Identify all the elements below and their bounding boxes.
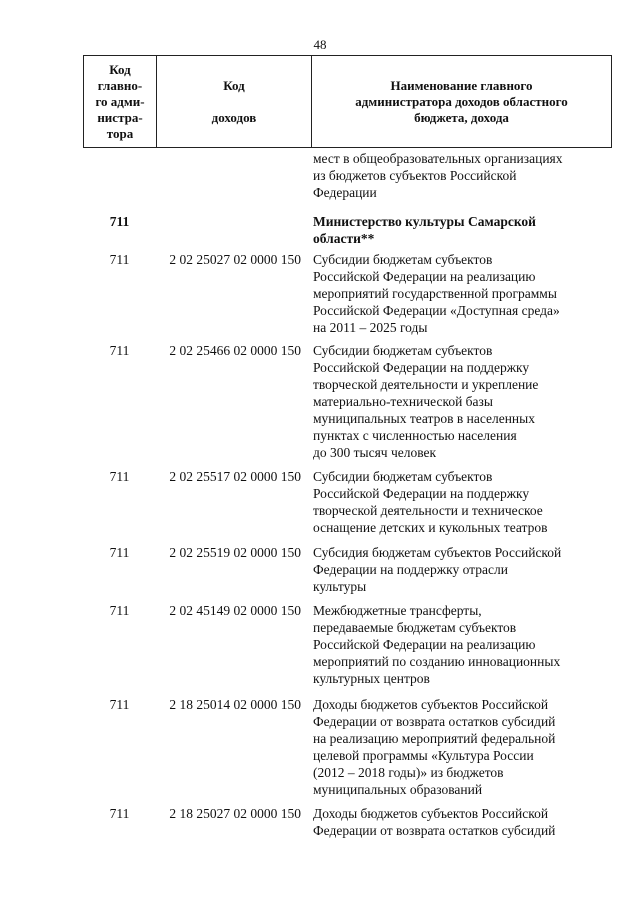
income-code-cell: 2 18 25027 02 0000 150	[169, 806, 301, 821]
admin-code-cell: 711	[109, 697, 130, 712]
admin-code-cell: 711	[109, 214, 130, 229]
admin-code-cell: 711	[109, 343, 130, 358]
table-row	[83, 602, 612, 696]
name-cell: Доходы бюджетов субъектов Российской Федерации от возврата остатков субсидий	[313, 806, 556, 838]
income-code-cell	[156, 213, 311, 251]
income-code-cell: 2 02 45149 02 0000 150	[169, 603, 301, 618]
name-cell: Субсидии бюджетам субъектов Российской Федерации на поддержку творческой деятельности и укрепление материально-технической базы муниципальных театров в населенных пунктах с численностью населения до 300 тысяч человек	[313, 343, 539, 460]
income-code-cell: 2 02 25519 02 0000 150	[169, 545, 301, 560]
header-income-code: Код доходов	[157, 56, 312, 147]
table-row	[83, 150, 612, 205]
header-admin-code: Код главно- го адми- нистра- тора	[84, 56, 157, 147]
name-cell: Субсидия бюджетам субъектов Российской Федерации на поддержку отрасли культуры	[313, 545, 562, 594]
income-code-cell: 2 02 25466 02 0000 150	[169, 343, 301, 358]
income-code-cell	[156, 150, 311, 205]
admin-code-cell: 711	[109, 252, 130, 267]
table-row	[83, 342, 612, 468]
income-code-cell: 2 02 25517 02 0000 150	[169, 469, 301, 484]
table-row	[83, 468, 612, 544]
table-row	[83, 805, 612, 845]
admin-code-cell: 711	[109, 603, 130, 618]
header-name: Наименование главного администратора доходов областного бюджета, дохода	[355, 77, 568, 125]
table-body	[83, 150, 612, 845]
name-cell: Министерство культуры Самарской области**	[313, 214, 536, 246]
income-code-cell: 2 18 25014 02 0000 150	[169, 697, 301, 712]
income-code-cell: 2 02 25027 02 0000 150	[169, 252, 301, 267]
name-cell: Субсидии бюджетам субъектов Российской Федерации на реализацию мероприятий государственной программы Российской Федерации «Доступная среда» на 2011 – 2025 годы	[313, 252, 560, 335]
page-number: 48	[313, 37, 327, 52]
table-row	[83, 251, 612, 342]
admin-code-cell: 711	[109, 545, 130, 560]
name-cell: Доходы бюджетов субъектов Российской Федерации от возврата остатков субсидий на реализацию мероприятий федеральной целевой программы «Культура России (2012 – 2018 годы)» из бюджетов муниципальных образований	[313, 697, 556, 797]
name-cell: мест в общеобразовательных организациях из бюджетов субъектов Российской Федерации	[313, 151, 563, 200]
table-row	[83, 544, 612, 602]
name-cell: Субсидии бюджетам субъектов Российской Федерации на поддержку творческой деятельности и техническое оснащение детских и кукольных театров	[313, 469, 548, 535]
table-header	[83, 55, 612, 148]
table-row	[83, 205, 612, 251]
admin-code-cell: 711	[109, 469, 130, 484]
table-row	[83, 696, 612, 805]
name-cell: Межбюджетные трансферты, передаваемые бюджетам субъектов Российской Федерации на реализацию мероприятий по созданию инновационных культурных центров	[313, 603, 561, 686]
admin-code-cell	[83, 150, 156, 205]
admin-code-cell: 711	[109, 806, 130, 821]
